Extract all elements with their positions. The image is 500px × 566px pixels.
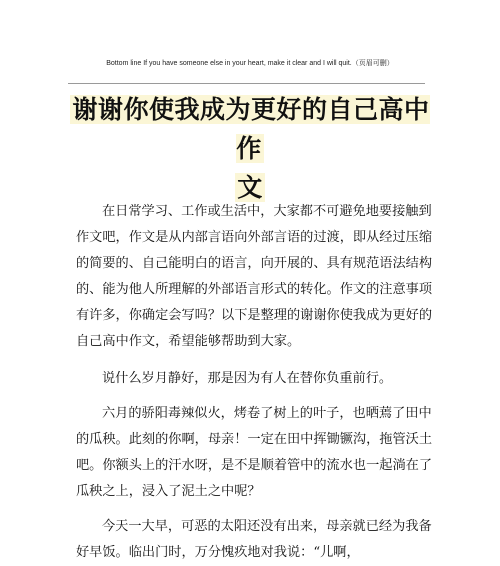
paragraph-morning [76, 514, 432, 566]
paragraph-line: 六月的骄阳毒辣似火，烤卷了树上的叶子，也晒蔫了田中 [102, 406, 432, 421]
paragraph-intro [76, 199, 433, 355]
title-line-2: 文 [237, 173, 263, 202]
paragraph-line: 今天一大早，可恶的太阳还没有出来，母亲就已经为我备 [102, 519, 432, 534]
paragraph-line: 的、能为他人所理解的外部语言形式的转化。作文的注意事项 [76, 282, 433, 297]
paragraph-line: 作文吧，作文是从内部言语向外部言语的过渡，即从经过压缩 [76, 230, 433, 245]
paragraph-line: 吧。你额头上的汗水呀，是不是顺着管中的流水也一起淌在了 [76, 458, 433, 473]
paragraph-line: 有许多，你确定会写吗？以下是整理的谢谢你使我成为更好的 [76, 308, 433, 323]
paragraph-line: 的瓜秧。此刻的你啊，母亲！一定在田中挥锄镢沟，拖管沃土 [76, 432, 433, 447]
page-header-text: Bottom line If you have someone else in your heart, make it clear and I will quit.（页眉可删） [106, 60, 394, 67]
paragraph-line: 瓜秧之上，浸入了泥土之中呢？ [76, 484, 261, 499]
header-divider [68, 83, 425, 84]
paragraph-line: 好早饭。临出门时，万分愧疚地对我说：“儿啊， [76, 545, 360, 560]
paragraph-line: 在日常学习、工作或生活中，大家都不可避免地要接触到 [102, 204, 432, 219]
paragraph-quote [76, 366, 420, 392]
paragraph-line: 的简要的、自己能明白的语言，向开展的、具有规范语法结构 [76, 256, 433, 271]
paragraph-line: 说什么岁月静好，那是因为有人在替你负重前行。 [102, 371, 393, 386]
paragraph-line: 自己高中作文，希望能够帮助到大家。 [76, 334, 301, 349]
paragraph-june [76, 401, 433, 505]
title-line-1: 谢谢你使我成为更好的自己高中作 [72, 95, 430, 163]
document-title [70, 90, 430, 207]
